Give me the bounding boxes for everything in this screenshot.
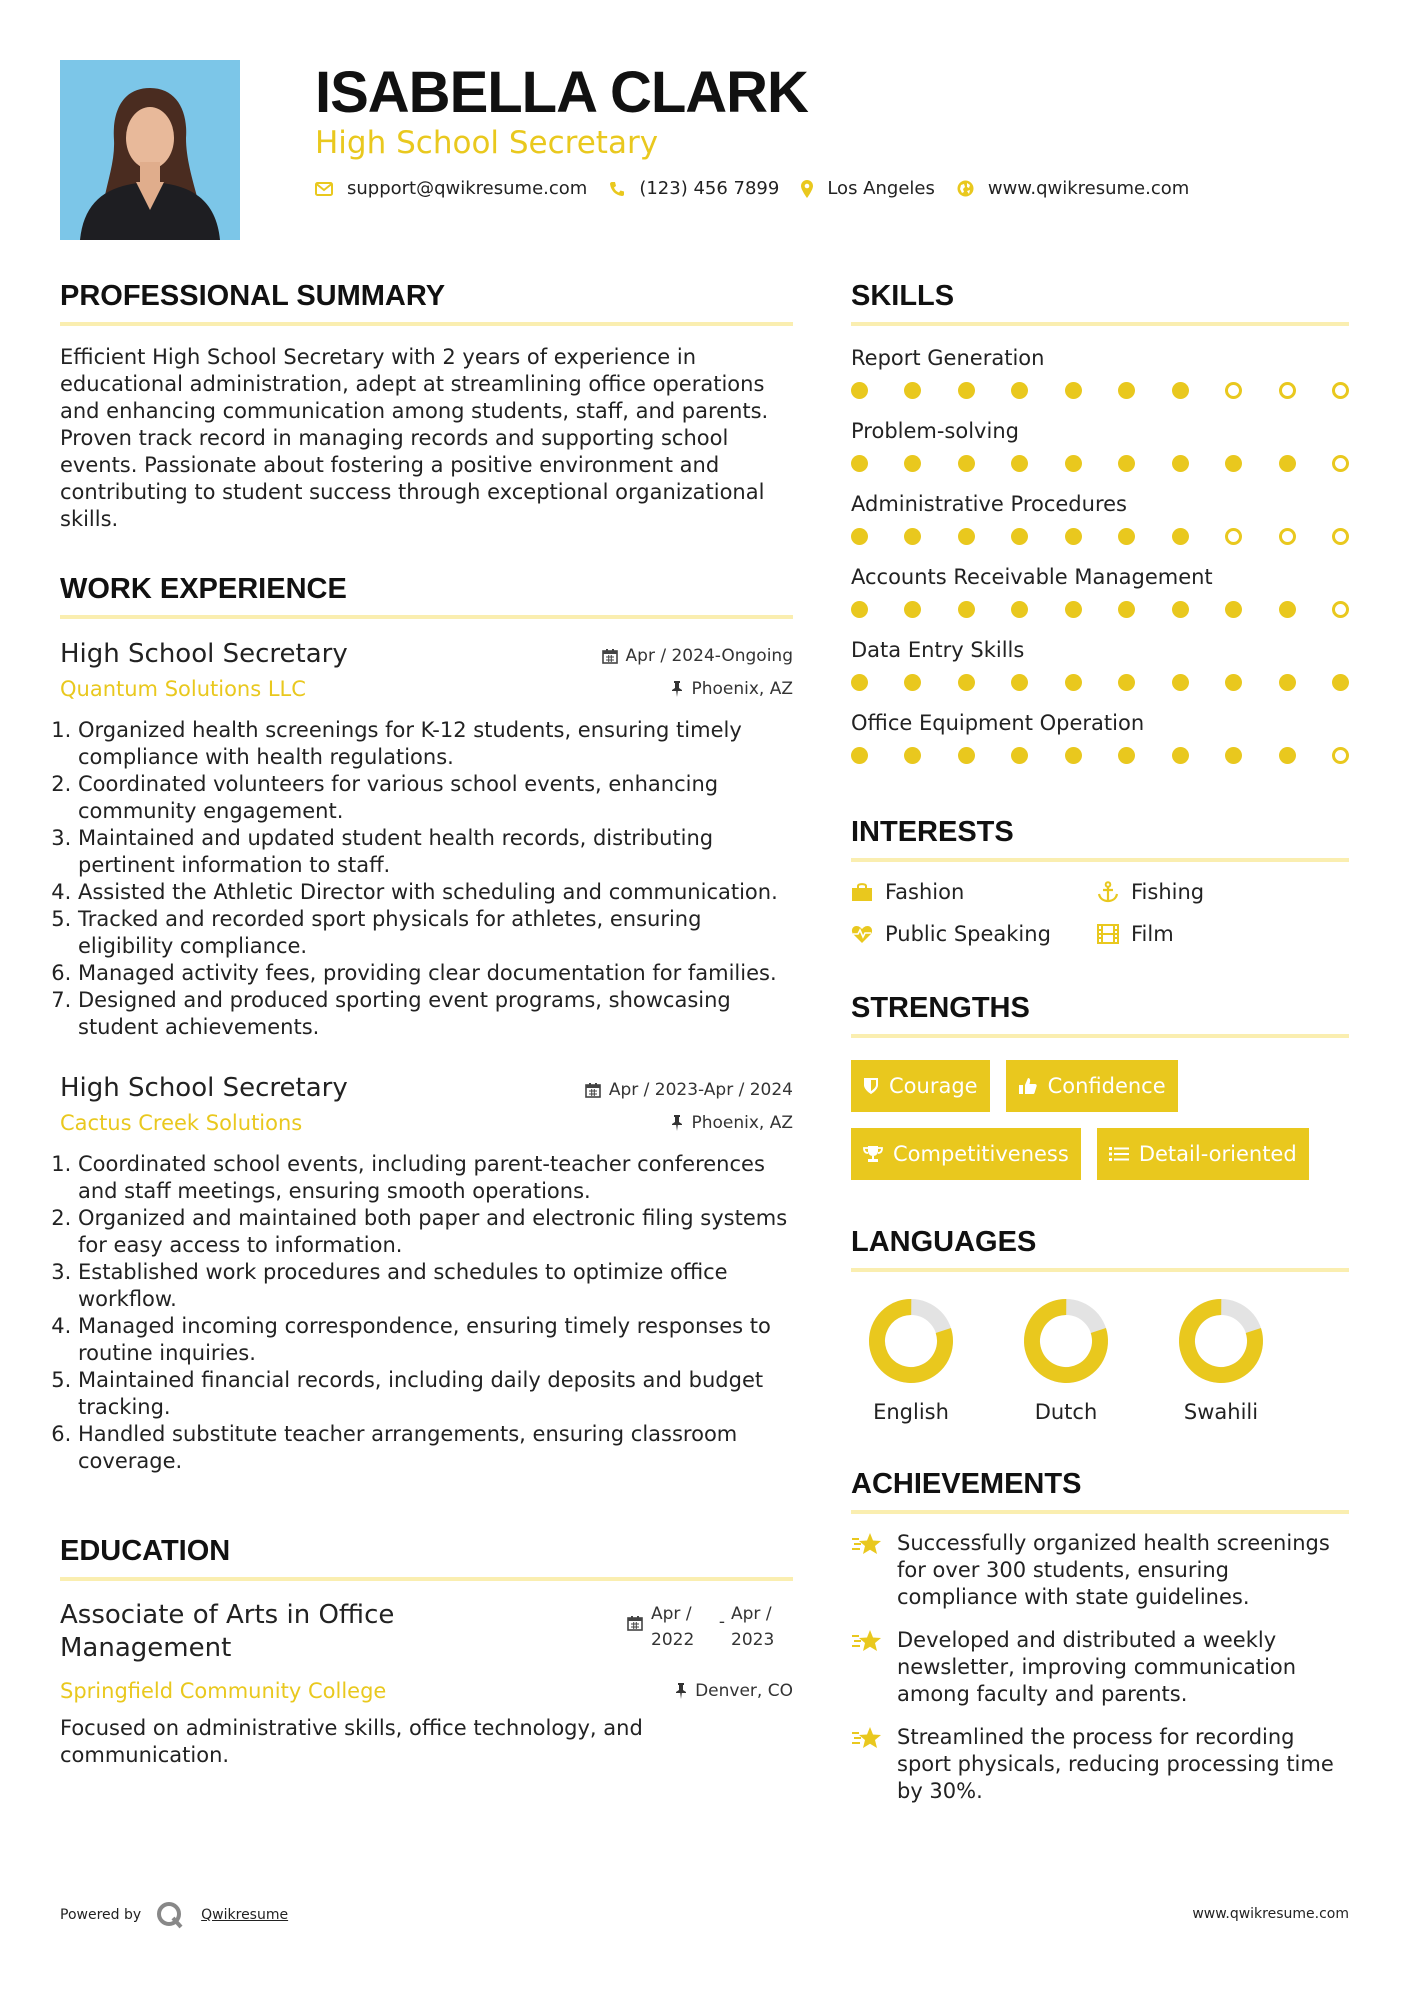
- education-description: Focused on administrative skills, office technology, and communication.: [60, 1716, 643, 1767]
- language-item: [1006, 1296, 1126, 1424]
- education-heading: EDUCATION: [60, 1533, 793, 1581]
- achievement-text: Developed and distributed a weekly newsletter, improving communication among faculty and parents.: [897, 1628, 1297, 1706]
- job-date-text: Apr / 2023-Apr / 2024: [608, 1080, 793, 1100]
- skill-item: [851, 417, 1349, 472]
- calendar-icon: [627, 1615, 643, 1631]
- rating-dot-filled: [1172, 747, 1189, 764]
- rating-dot-filled: [904, 528, 921, 545]
- phone-text: (123) 456 7899: [639, 178, 780, 199]
- job-title: High School Secretary: [60, 1073, 348, 1103]
- rating-dot-filled: [1065, 528, 1082, 545]
- school-location-text: Denver, CO: [695, 1681, 793, 1701]
- skills-heading: SKILLS: [851, 278, 1349, 326]
- rating-dot-filled: [851, 601, 868, 618]
- languages-list: [851, 1296, 1281, 1424]
- interest-item: [851, 880, 1097, 904]
- candidate-name: ISABELLA CLARK: [315, 60, 808, 125]
- skill-name: Accounts Receivable Management: [851, 565, 1213, 589]
- pushpin-icon: [671, 1115, 683, 1131]
- skill-rating: [851, 382, 1349, 399]
- degree-title: Associate of Arts in Office Management: [60, 1600, 395, 1663]
- contact-email[interactable]: [315, 178, 587, 199]
- heartbeat-icon: [851, 924, 873, 944]
- skill-name: Data Entry Skills: [851, 638, 1025, 662]
- envelope-icon: [315, 182, 333, 196]
- achievement-item: [851, 1530, 1349, 1611]
- qwikresume-logo: [155, 1900, 187, 1930]
- rating-dot-empty: [1332, 747, 1349, 764]
- rating-dot-filled: [1065, 382, 1082, 399]
- rating-dot-empty: [1225, 382, 1242, 399]
- map-pin-icon: [801, 180, 813, 198]
- job-date-text: Apr / 2024-Ongoing: [625, 646, 793, 666]
- duty-item: 5. Maintained financial records, including daily deposits and budget tracking.: [78, 1367, 793, 1421]
- duty-item: 7. Designed and produced sporting event programs, showcasing student achievements.: [78, 987, 793, 1041]
- duty-item: 2. Coordinated volunteers for various school events, enhancing community engagement.: [78, 771, 793, 825]
- job-location: [671, 1113, 793, 1133]
- language-item: [851, 1296, 971, 1424]
- anchor-icon: [1097, 881, 1119, 903]
- rating-dot-empty: [1332, 382, 1349, 399]
- duty-list: [60, 1151, 793, 1475]
- job-entry: [60, 637, 793, 1041]
- rating-dot-filled: [1118, 455, 1135, 472]
- language-label: Swahili: [1183, 1400, 1259, 1424]
- rating-dot-empty: [1332, 528, 1349, 545]
- achievement-item: [851, 1724, 1349, 1805]
- interest-item: [851, 922, 1097, 946]
- skill-item: [851, 490, 1349, 545]
- interests-heading: INTERESTS: [851, 814, 1349, 862]
- company-name: Cactus Creek Solutions: [60, 1111, 303, 1135]
- strength-badge: [851, 1128, 1081, 1180]
- rating-dot-filled: [958, 747, 975, 764]
- strengths-heading: STRENGTHS: [851, 990, 1349, 1038]
- education-entry: [60, 1599, 793, 1665]
- achievement-text: Successfully organized health screenings for over 300 students, ensuring compliance with state guidelines.: [897, 1531, 1330, 1609]
- rating-dot-filled: [1011, 382, 1028, 399]
- education-dates: [627, 1601, 793, 1653]
- summary-text: Efficient High School Secretary with 2 years of experience in educational administration, adept at streamlining office operations and enhancing communication among students, staff, and parents. Proven track record in managing records and supporting school events. Passionate about fostering a positive environment and contributing to student success through exceptional organizational skills.: [60, 345, 769, 531]
- rating-dot-filled: [851, 747, 868, 764]
- rating-dot-filled: [1065, 747, 1082, 764]
- rating-dot-filled: [1172, 455, 1189, 472]
- duty-item: 3. Established work procedures and schedules to optimize office workflow.: [78, 1259, 793, 1313]
- skill-item: [851, 709, 1349, 764]
- skill-rating: [851, 528, 1349, 545]
- rating-dot-empty: [1332, 455, 1349, 472]
- duty-item: 6. Handled substitute teacher arrangements, ensuring classroom coverage.: [78, 1421, 793, 1475]
- job-entry: [60, 1071, 793, 1475]
- strength-label: Confidence: [1047, 1074, 1166, 1098]
- skill-rating: [851, 674, 1349, 691]
- duty-item: 4. Assisted the Athletic Director with scheduling and communication.: [78, 879, 793, 906]
- contact-bar: [315, 178, 1211, 199]
- list-icon: [1109, 1146, 1129, 1162]
- rating-dot-filled: [1118, 601, 1135, 618]
- rating-dot-filled: [904, 674, 921, 691]
- proficiency-ring: [866, 1296, 956, 1386]
- skills-list: [851, 344, 1349, 764]
- strength-label: Courage: [889, 1074, 978, 1098]
- rating-dot-filled: [958, 455, 975, 472]
- summary-heading: PROFESSIONAL SUMMARY: [60, 278, 793, 326]
- profile-photo: [60, 60, 240, 240]
- contact-website[interactable]: [957, 178, 1189, 199]
- language-label: Dutch: [1034, 1400, 1098, 1424]
- rating-dot-empty: [1225, 528, 1242, 545]
- pushpin-icon: [671, 681, 683, 697]
- footer-powered-by: [60, 1900, 288, 1930]
- strength-badge: [851, 1060, 990, 1112]
- star-icon: [851, 1532, 883, 1556]
- job-location: [671, 679, 793, 699]
- proficiency-ring: [1176, 1296, 1266, 1386]
- calendar-icon: [585, 1082, 601, 1098]
- rating-dot-filled: [904, 601, 921, 618]
- achievements-heading: ACHIEVEMENTS: [851, 1466, 1349, 1514]
- star-icon: [851, 1629, 883, 1653]
- job-date: [585, 1080, 793, 1100]
- ring-fill: [868, 1298, 954, 1384]
- rating-dot-empty: [1279, 528, 1296, 545]
- candidate-title: High School Secretary: [315, 125, 659, 161]
- rating-dot-filled: [851, 455, 868, 472]
- globe-icon: [957, 180, 974, 197]
- rating-dot-filled: [904, 382, 921, 399]
- duty-item: 1. Organized health screenings for K-12 students, ensuring timely compliance with health regulations.: [78, 717, 793, 771]
- duty-list: [60, 717, 793, 1041]
- contact-location: [801, 178, 935, 199]
- strength-badge: [1097, 1128, 1309, 1180]
- rating-dot-filled: [1225, 747, 1242, 764]
- rating-dot-filled: [1011, 528, 1028, 545]
- interest-label: Fishing: [1131, 880, 1205, 904]
- skill-name: Report Generation: [851, 346, 1045, 370]
- rating-dot-filled: [1011, 747, 1028, 764]
- rating-dot-filled: [1279, 747, 1296, 764]
- contact-phone[interactable]: [609, 178, 779, 199]
- language-label: English: [873, 1400, 949, 1424]
- education-start: Apr / 2022: [651, 1604, 695, 1650]
- rating-dot-filled: [904, 455, 921, 472]
- ring-fill: [1178, 1298, 1264, 1384]
- rating-dot-filled: [1118, 674, 1135, 691]
- rating-dot-filled: [1118, 528, 1135, 545]
- rating-dot-filled: [1172, 382, 1189, 399]
- company-name: Quantum Solutions LLC: [60, 677, 306, 701]
- rating-dot-filled: [958, 382, 975, 399]
- phone-icon: [609, 181, 625, 197]
- thumbs-up-icon: [1018, 1077, 1038, 1095]
- shield-icon: [863, 1077, 879, 1095]
- duty-item: 1. Coordinated school events, including parent-teacher conferences and staff meetings, ensuring smooth operations.: [78, 1151, 793, 1205]
- rating-dot-filled: [1225, 674, 1242, 691]
- calendar-icon: [602, 648, 618, 664]
- languages-heading: LANGUAGES: [851, 1224, 1349, 1272]
- trophy-icon: [863, 1145, 883, 1163]
- achievement-item: [851, 1627, 1349, 1708]
- achievement-text: Streamlined the process for recording sport physicals, reducing processing time by 30%.: [897, 1725, 1334, 1803]
- pushpin-icon: [675, 1683, 687, 1699]
- rating-dot-filled: [904, 747, 921, 764]
- rating-dot-filled: [1065, 674, 1082, 691]
- job-date: [602, 646, 793, 666]
- duty-item: 3. Maintained and updated student health records, distributing pertinent information to staff.: [78, 825, 793, 879]
- rating-dot-filled: [958, 601, 975, 618]
- rating-dot-empty: [1332, 601, 1349, 618]
- strengths-list: [851, 1060, 1349, 1180]
- right-column: [851, 278, 1349, 1805]
- skill-item: [851, 563, 1349, 618]
- duty-item: 6. Managed activity fees, providing clear documentation for families.: [78, 960, 793, 987]
- brand-link[interactable]: Qwikresume: [201, 1907, 289, 1923]
- rating-dot-filled: [1118, 382, 1135, 399]
- rating-dot-filled: [1279, 455, 1296, 472]
- rating-dot-filled: [1011, 455, 1028, 472]
- skill-rating: [851, 747, 1349, 764]
- rating-dot-filled: [958, 674, 975, 691]
- rating-dot-filled: [1172, 674, 1189, 691]
- shopping-bag-icon: [851, 882, 873, 902]
- school-location: [675, 1681, 793, 1701]
- rating-dot-filled: [1172, 528, 1189, 545]
- rating-dot-filled: [1118, 747, 1135, 764]
- rating-dot-filled: [851, 674, 868, 691]
- ring-fill: [1023, 1298, 1109, 1384]
- proficiency-ring: [1021, 1296, 1111, 1386]
- rating-dot-filled: [1225, 455, 1242, 472]
- interest-item: [1097, 922, 1347, 946]
- rating-dot-filled: [958, 528, 975, 545]
- skill-name: Problem-solving: [851, 419, 1019, 443]
- rating-dot-filled: [851, 382, 868, 399]
- skill-item: [851, 636, 1349, 691]
- education-end: Apr / 2023: [731, 1604, 775, 1650]
- rating-dot-filled: [1225, 601, 1242, 618]
- portrait-image: [60, 60, 240, 240]
- rating-dot-filled: [1332, 674, 1349, 691]
- left-column: [60, 278, 793, 1769]
- rating-dot-filled: [1279, 601, 1296, 618]
- website-text: www.qwikresume.com: [987, 178, 1190, 199]
- star-icon: [851, 1726, 883, 1750]
- film-icon: [1097, 924, 1119, 944]
- powered-by-text: Powered by: [60, 1907, 142, 1923]
- skill-rating: [851, 601, 1349, 618]
- rating-dot-filled: [851, 528, 868, 545]
- job-location-text: Phoenix, AZ: [691, 1113, 793, 1133]
- strength-badge: [1006, 1060, 1178, 1112]
- interest-label: Public Speaking: [885, 922, 1051, 946]
- strength-label: Detail-oriented: [1138, 1142, 1297, 1166]
- date-separator: -: [718, 1612, 726, 1632]
- language-item: [1161, 1296, 1281, 1424]
- interest-item: [1097, 880, 1347, 904]
- job-title: High School Secretary: [60, 639, 348, 669]
- job-location-text: Phoenix, AZ: [691, 679, 793, 699]
- email-text: support@qwikresume.com: [347, 178, 588, 199]
- rating-dot-filled: [1279, 674, 1296, 691]
- rating-dot-filled: [1065, 601, 1082, 618]
- footer-website[interactable]: www.qwikresume.com: [1192, 1906, 1349, 1922]
- interest-label: Fashion: [885, 880, 965, 904]
- rating-dot-empty: [1279, 382, 1296, 399]
- interest-label: Film: [1131, 922, 1174, 946]
- school-name: Springfield Community College: [60, 1679, 387, 1703]
- rating-dot-filled: [1011, 601, 1028, 618]
- strength-label: Competitiveness: [893, 1142, 1069, 1166]
- skill-rating: [851, 455, 1349, 472]
- skill-item: [851, 344, 1349, 399]
- skill-name: Office Equipment Operation: [851, 711, 1145, 735]
- duty-item: 2. Organized and maintained both paper and electronic filing systems for easy access to information.: [78, 1205, 793, 1259]
- duty-item: 5. Tracked and recorded sport physicals for athletes, ensuring eligibility compliance.: [78, 906, 793, 960]
- rating-dot-filled: [1011, 674, 1028, 691]
- location-text: Los Angeles: [827, 178, 935, 199]
- duty-item: 4. Managed incoming correspondence, ensuring timely responses to routine inquiries.: [78, 1313, 793, 1367]
- rating-dot-filled: [1172, 601, 1189, 618]
- experience-heading: WORK EXPERIENCE: [60, 571, 793, 619]
- rating-dot-filled: [1065, 455, 1082, 472]
- skill-name: Administrative Procedures: [851, 492, 1127, 516]
- interests-list: [851, 880, 1349, 946]
